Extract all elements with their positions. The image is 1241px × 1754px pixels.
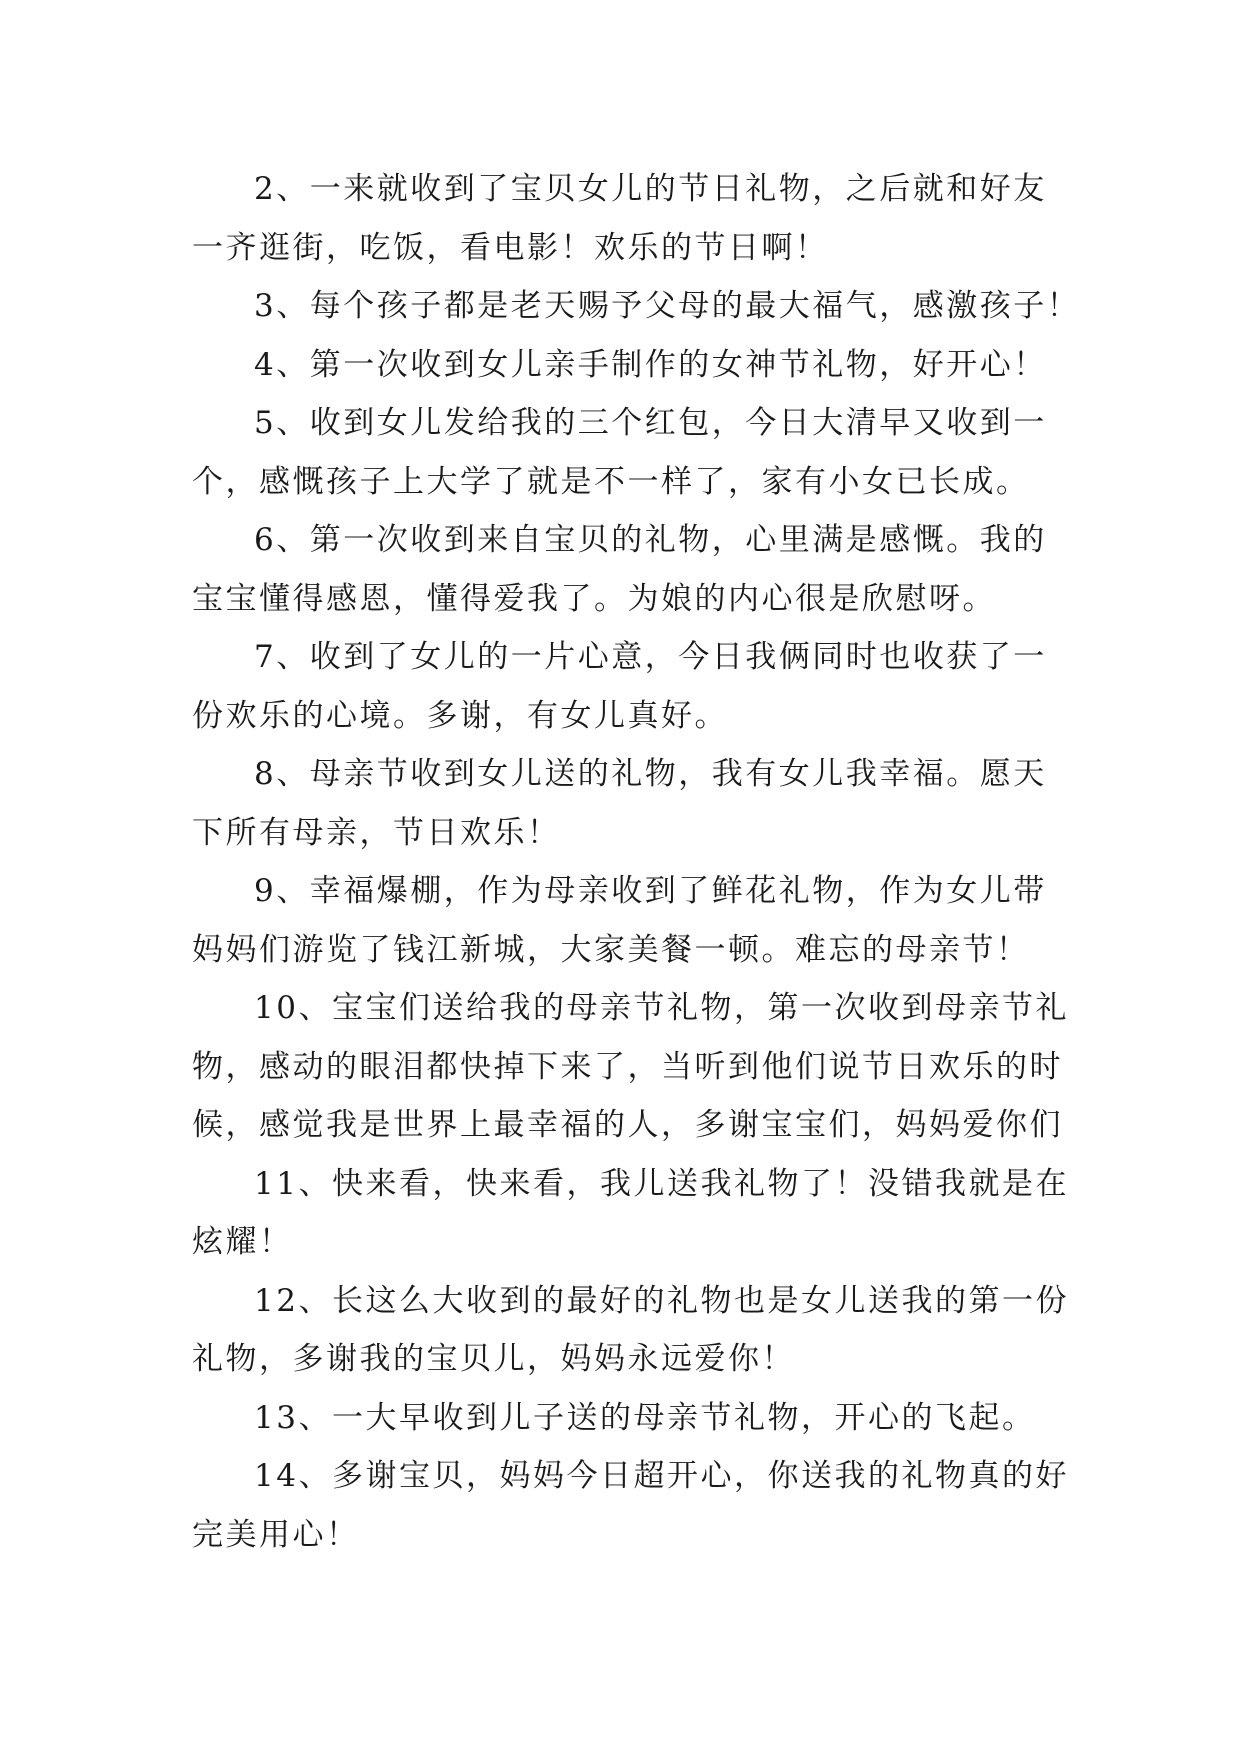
document-body xyxy=(192,160,1081,1564)
paragraph-line: 个，感慨孩子上大学了就是不一样了，家有小女已长成。 xyxy=(192,463,1030,500)
paragraph xyxy=(192,336,1062,395)
paragraph xyxy=(192,1272,1069,1389)
paragraph xyxy=(192,394,1062,511)
paragraph-line: 炫耀！ xyxy=(192,1224,293,1260)
paragraph-first-line: 12、长这么大收到的最好的礼物也是女儿送我的第一份 xyxy=(254,1282,1069,1319)
paragraph-first-line: 6、第一次收到来自宝贝的礼物，心里满是感慨。我的 xyxy=(254,522,1047,558)
paragraph-first-line: 11、快来看，快来看，我儿送我礼物了！没错我就是在 xyxy=(254,1165,1069,1202)
paragraph-first-line: 5、收到女儿发给我的三个红包，今日大清早又收到一 xyxy=(254,405,1047,441)
paragraph xyxy=(192,1155,1069,1272)
paragraph-line: 完美用心！ xyxy=(192,1516,360,1553)
paragraph-first-line: 2、一来就收到了宝贝女儿的节日礼物，之后就和好友 xyxy=(254,171,1047,207)
paragraph xyxy=(192,277,1081,336)
paragraph xyxy=(192,628,1062,745)
paragraph-first-line: 7、收到了女儿的一片心意，今日我俩同时也收获了一 xyxy=(254,639,1047,675)
paragraph-line: 宝宝懂得感恩，懂得爱我了。为娘的内心很是欣慰呀。 xyxy=(192,580,996,617)
paragraph-line: 候，感觉我是世界上最幸福的人，多谢宝宝们，妈妈爱你们 xyxy=(192,1107,1063,1143)
paragraph-line: 份欢乐的心境。多谢，有女儿真好。 xyxy=(192,697,728,734)
paragraph xyxy=(192,979,1069,1155)
paragraph-first-line: 10、宝宝们送给我的母亲节礼物，第一次收到母亲节礼 xyxy=(254,990,1069,1026)
paragraph xyxy=(192,745,1062,862)
paragraph-first-line: 9、幸福爆棚，作为母亲收到了鲜花礼物，作为女儿带 xyxy=(254,873,1047,909)
paragraph-line: 礼物，多谢我的宝贝儿，妈妈永远爱你！ xyxy=(192,1341,795,1377)
paragraph-line: 下所有母亲，节日欢乐！ xyxy=(192,814,561,851)
paragraph xyxy=(192,511,1062,628)
paragraph xyxy=(192,1389,1062,1448)
paragraph-line: 一齐逛街，吃饭，看电影！欢乐的节日啊！ xyxy=(192,229,829,266)
paragraph-first-line: 4、第一次收到女儿亲手制作的女神节礼物，好开心！ xyxy=(254,346,1047,383)
paragraph-first-line: 13、一大早收到儿子送的母亲节礼物，开心的飞起。 xyxy=(254,1399,1036,1436)
paragraph xyxy=(192,862,1062,979)
paragraph-line: 物，感动的眼泪都快掉下来了，当听到他们说节日欢乐的时 xyxy=(192,1048,1063,1085)
paragraph-first-line: 8、母亲节收到女儿送的礼物，我有女儿我幸福。愿天 xyxy=(254,756,1047,792)
paragraph xyxy=(192,160,1062,277)
paragraph-first-line: 3、每个孩子都是老天赐予父母的最大福气，感激孩子！ xyxy=(254,288,1081,324)
paragraph-line: 妈妈们游览了钱江新城，大家美餐一顿。难忘的母亲节！ xyxy=(192,931,1030,968)
paragraph-first-line: 14、多谢宝贝，妈妈今日超开心，你送我的礼物真的好 xyxy=(254,1458,1069,1494)
paragraph xyxy=(192,1447,1069,1564)
